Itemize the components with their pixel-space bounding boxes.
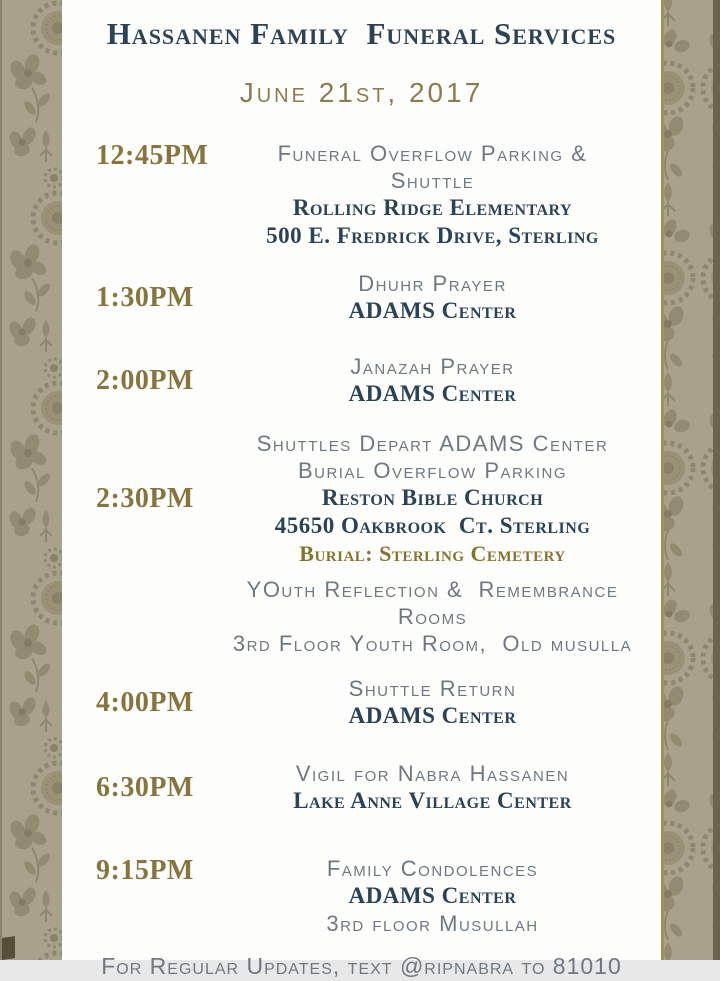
event-time: 2:00PM <box>96 364 194 396</box>
event-details <box>212 576 661 657</box>
event-details <box>212 353 661 408</box>
schedule-row <box>62 353 661 408</box>
event-line: ADAMS Center <box>348 381 517 406</box>
event-line: 45650 Oakbrook Ct. Sterling <box>274 513 591 538</box>
schedule-row <box>62 675 661 730</box>
event-line: 3rd Floor Youth Room, Old musulla <box>232 631 633 656</box>
event-line: Shuttles Depart ADAMS Center <box>256 431 609 456</box>
event-details <box>212 430 661 568</box>
schedule-row <box>62 855 661 937</box>
left-decorative-border <box>0 0 62 960</box>
event-time: 12:45PM <box>96 140 209 171</box>
event-line: Reston Bible Church <box>321 485 544 510</box>
damask-pattern-left <box>2 0 62 960</box>
event-date: June 21st, 2017 <box>239 77 484 108</box>
event-line: Dhuhr Prayer <box>358 271 507 296</box>
event-line: Lake Anne Village Center <box>293 788 572 813</box>
event-line: YOuth Reflection & Remembrance Rooms <box>246 577 626 629</box>
event-time: 6:30PM <box>96 771 194 803</box>
event-line: Vigil for Nabra Hassanen <box>295 761 570 786</box>
damask-pattern-right <box>664 0 713 960</box>
flyer-content <box>62 0 661 979</box>
page-title: Hassanen Family Funeral Services <box>106 16 617 51</box>
schedule-list <box>62 140 661 937</box>
schedule-row <box>62 430 661 568</box>
event-time: 2:30PM <box>96 483 194 514</box>
event-line: Family Condolences <box>326 856 539 881</box>
event-details <box>212 855 661 937</box>
event-details <box>212 760 661 815</box>
event-details <box>212 140 661 250</box>
event-line: 3rd floor Musullah <box>326 911 539 936</box>
schedule-row <box>62 576 661 657</box>
event-details <box>212 270 661 325</box>
event-line: ADAMS Center <box>348 883 517 908</box>
event-line: Funeral Overflow Parking & <box>277 141 588 166</box>
event-details <box>212 675 661 730</box>
event-line: ADAMS Center <box>348 703 517 728</box>
event-line: Burial Overflow Parking <box>297 458 568 483</box>
event-time: 9:15PM <box>96 855 194 886</box>
event-line: Shuttle <box>390 168 475 193</box>
right-decorative-border <box>661 0 720 960</box>
event-line: Burial: Sterling Cemetery <box>299 541 566 566</box>
event-line: Shuttle Return <box>348 676 517 701</box>
event-line: Rolling Ridge Elementary <box>292 195 573 220</box>
footer-note: For Regular Updates, text @ripnabra to 81010 <box>101 953 622 979</box>
schedule-row <box>62 140 661 250</box>
event-line: ADAMS Center <box>348 298 517 323</box>
event-time: 4:00PM <box>96 686 194 718</box>
schedule-row <box>62 760 661 815</box>
event-time: 1:30PM <box>96 281 194 313</box>
event-line: Janazah Prayer <box>350 354 515 379</box>
event-line: 500 E. Fredrick Drive, Sterling <box>266 223 599 248</box>
photo-corner-shadow <box>2 936 15 960</box>
schedule-row <box>62 270 661 325</box>
